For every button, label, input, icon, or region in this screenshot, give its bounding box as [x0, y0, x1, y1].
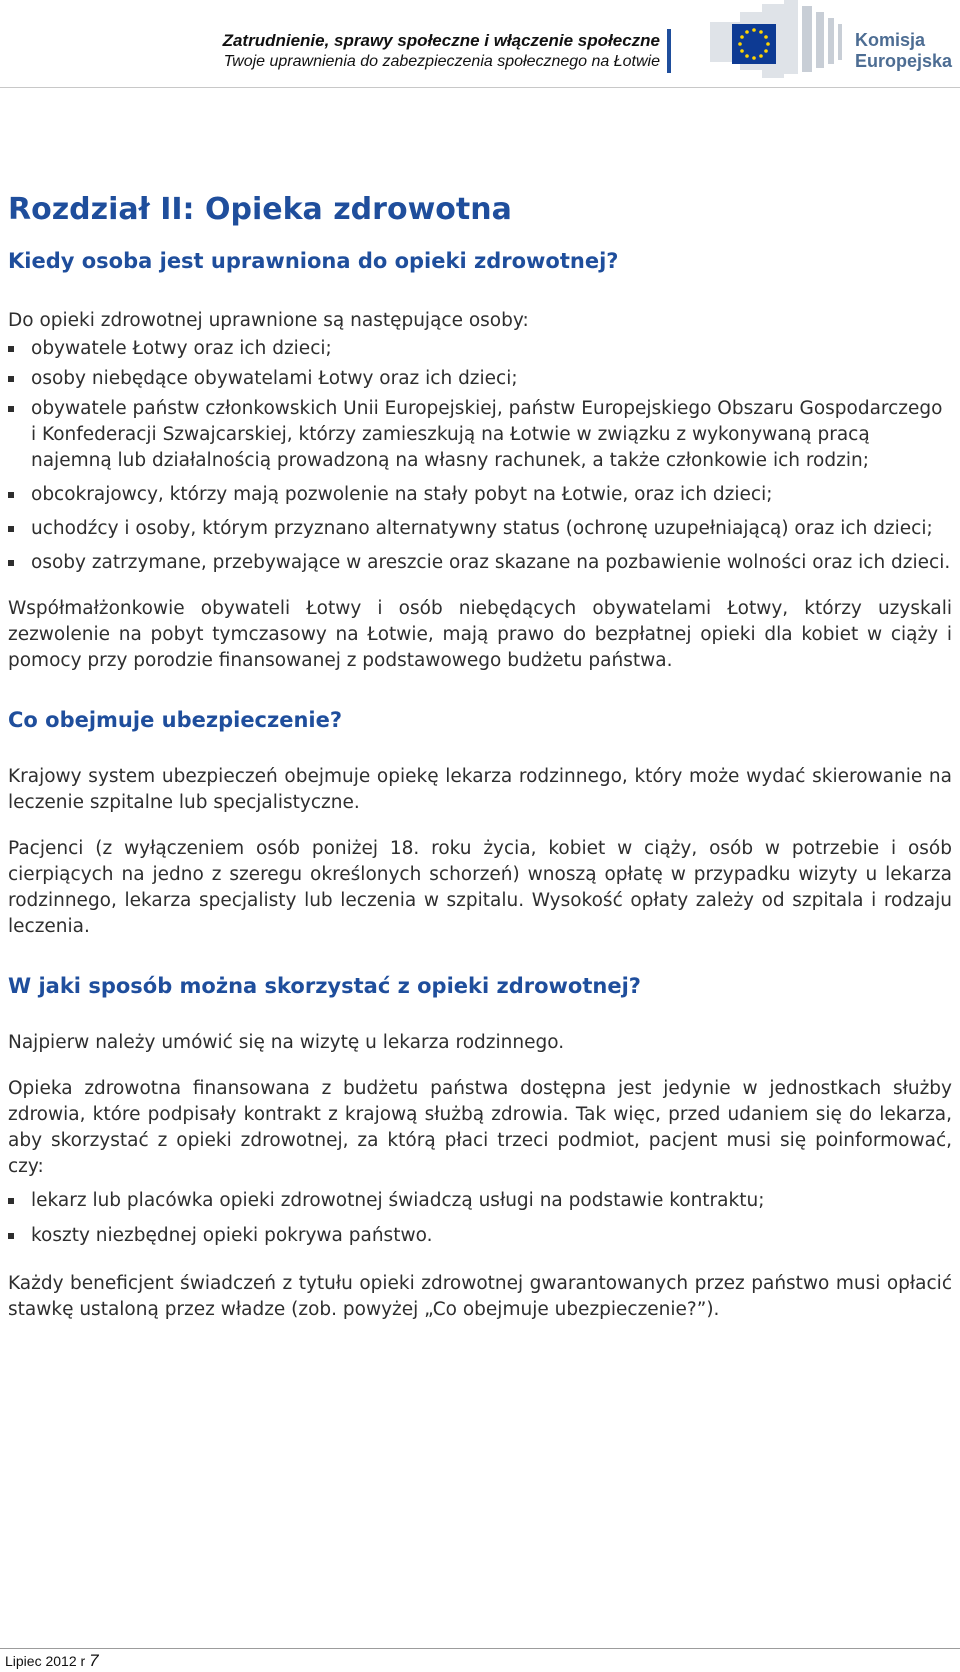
chapter-title: Rozdział II: Opieka zdrowotna [8, 192, 512, 227]
header-rule [0, 87, 960, 88]
coverage-paragraph-2: Pacjenci (z wyłączeniem osób poniżej 18. roku życia, kobiet w ciąży, osób w potrzebie i osób cierpiących na jedno z szeregu określonych schorzeń) wnoszą opłatę w przypadku wizyty u lekarza rodzinnego, lekarza specjalisty lub leczenia w szpitalu. Wysokość opłaty zależy od szpitala i rodzaju leczenia. [8, 838, 952, 937]
footer-date: Lipiec 2012 r [5, 1653, 86, 1669]
list-item: koszty niezbędnej opieki pokrywa państwo. [8, 1223, 952, 1249]
eu-flag-icon [702, 0, 852, 88]
access-list [8, 1188, 952, 1249]
access-paragraph-1: Najpierw należy umówić się na wizytę u lekarza rodzinnego. [8, 1032, 565, 1053]
access-paragraph-3: Każdy beneficjent świadczeń z tytułu opieki zdrowotnej gwarantowanych przez państwo musi opłacić stawkę ustaloną przez władze (zob. powyżej „Co obejmuje ubezpieczenie?”). [8, 1273, 952, 1320]
coverage-heading: Co obejmuje ubezpieczenie? [8, 708, 343, 732]
footer-rule [0, 1648, 960, 1649]
bullet-icon [8, 376, 14, 382]
bullet-icon [8, 346, 14, 352]
header-divider [667, 29, 671, 73]
spouses-paragraph: Współmałżonkowie obywateli Łotwy i osób niebędących obywatelami Łotwy, którzy uzyskali zezwolenie na pobyt tymczasowy na Łotwie, mają prawo do bezpłatnej opieki dla kobiet w ciąży i pomocy przy porodzie finansowanej z podstawowego budżetu państwa. [8, 598, 952, 671]
list-item: uchodźcy i osoby, którym przyznano alternatywny status (ochronę uzupełniającą) oraz ich dzieci; [8, 516, 952, 542]
list-item: obcokrajowcy, którzy mają pozwolenie na stały pobyt na Łotwie, oraz ich dzieci; [8, 482, 952, 508]
list-item: obywatele Łotwy oraz ich dzieci; [8, 336, 952, 362]
list-item: osoby niebędące obywatelami Łotwy oraz ich dzieci; [8, 366, 952, 392]
header-subtitle: Twoje uprawnienia do zabezpieczenia społecznego na Łotwie [223, 53, 660, 70]
access-paragraph-2: Opieka zdrowotna finansowana z budżetu państwa dostępna jest jedynie w jednostkach służby zdrowia, które podpisały kontrakt z krajową służbą zdrowia. Tak więc, przed udaniem się do lekarza, aby skorzystać z opieki zdrowotnej, za którą płaci trzeci podmiot, pacjent musi się poinformować, czy: [8, 1078, 952, 1177]
bullet-icon [8, 560, 14, 566]
bullet-icon [8, 492, 14, 498]
access-heading: W jaki sposób można skorzystać z opieki zdrowotnej? [8, 974, 641, 998]
eligibility-list [8, 336, 952, 576]
commission-logo-text [855, 30, 952, 72]
coverage-paragraph-1: Krajowy system ubezpieczeń obejmuje opiekę lekarza rodzinnego, który może wydać skierowanie na leczenie szpitalne lub specjalistyczne. [8, 766, 952, 813]
logo-line1: Komisja [855, 30, 926, 50]
header-title: Zatrudnienie, sprawy społeczne i włączenie społeczne [222, 31, 660, 50]
page-header [0, 0, 960, 90]
eligibility-heading: Kiedy osoba jest uprawniona do opieki zdrowotnej? [8, 249, 619, 273]
list-item: lekarz lub placówka opieki zdrowotnej świadczą usługi na podstawie kontraktu; [8, 1188, 952, 1214]
bullet-icon [8, 1198, 14, 1204]
bullet-icon [8, 406, 14, 412]
bullet-icon [8, 526, 14, 532]
list-item: osoby zatrzymane, przebywające w areszcie oraz skazane na pozbawienie wolności oraz ich dzieci. [8, 550, 952, 576]
document-body [8, 190, 952, 1323]
eligibility-intro: Do opieki zdrowotnej uprawnione są następujące osoby: [8, 310, 529, 331]
bullet-icon [8, 1233, 14, 1239]
page-number: 7 [89, 1651, 99, 1670]
logo-line2: Europejska [855, 51, 953, 71]
page-footer [5, 1651, 99, 1671]
header-titles [223, 30, 660, 72]
list-item: obywatele państw członkowskich Unii Europejskiej, państw Europejskiego Obszaru Gospodarczego i Konfederacji Szwajcarskiej, którzy zamieszkują na Łotwie w związku z wykonywaną pracą najemną lub działalnością prowadzoną na własny rachunek, a także członkowie ich rodzin; [8, 396, 952, 474]
